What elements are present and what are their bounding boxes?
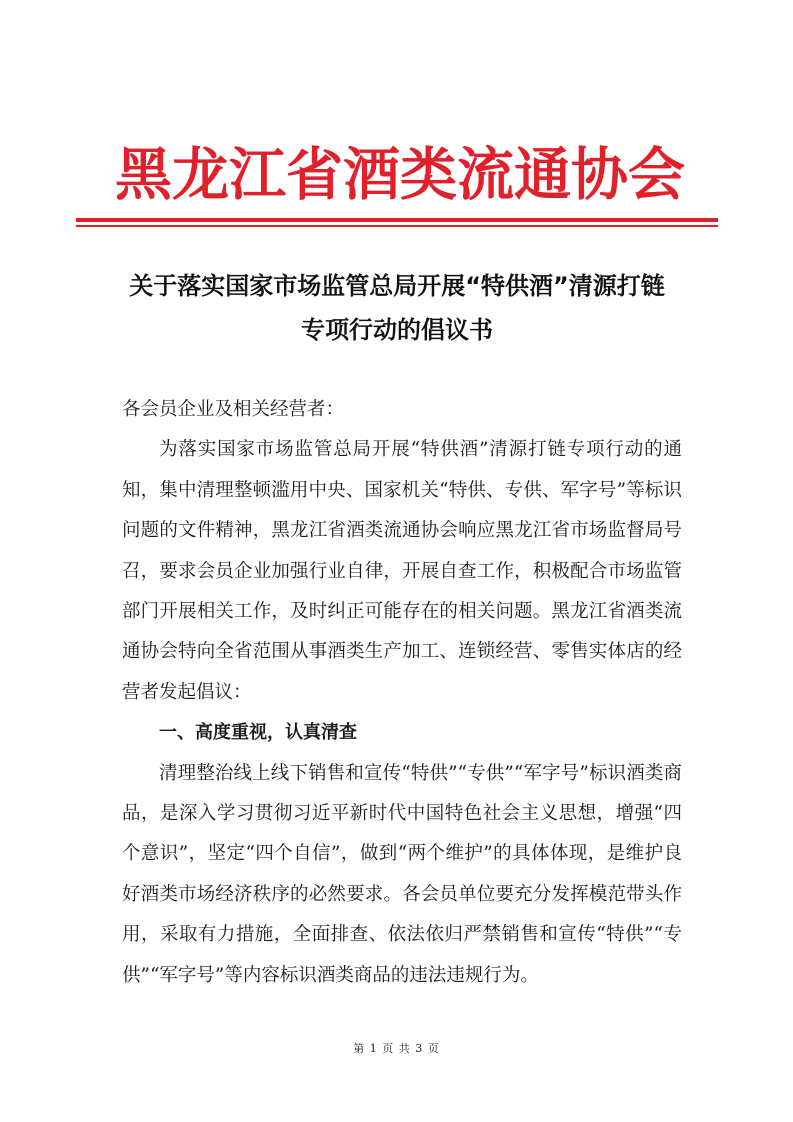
title-line-2: 专项行动的倡议书: [301, 316, 493, 344]
letterhead: [100, 128, 700, 212]
letterhead-rule-thin: [76, 225, 718, 227]
title-line-1: 关于落实国家市场监管总局开展“特供酒”清源打链: [129, 272, 665, 300]
page-number: 第 1 页 共 3 页: [353, 1042, 440, 1055]
document-body: [122, 390, 682, 996]
section-1-heading: 一、高度重视，认真清查: [159, 722, 357, 744]
section-1-paragraph: 清理整治线上线下销售和宣传“特供”“专供”“军字号”标识酒类商品，是深入学习贯彻习近平新时代中国特色社会主义思想，增强“四个意识”，坚定“四个自信”，做到“两个维护”的具体体现，是维护良好酒类市场经济秩序的必然要求。各会员单位要充分发挥模范带头作用，采取有力措施，全面排查、依法依归严禁销售和宣传“特供”“专供”“军字号”等内容标识酒类商品的违法违规行为。: [122, 762, 682, 986]
document-title: [76, 264, 718, 352]
organization-name: 黑龙江省酒类流通协会: [115, 141, 685, 208]
salutation: 各会员企业及相关经营者：: [122, 399, 345, 420]
letterhead-rule-thick: [76, 218, 718, 222]
intro-paragraph: 为落实国家市场监管总局开展“特供酒”清源打链专项行动的通知，集中清理整顿滥用中央、国家机关“特供、专供、军字号”等标识问题的文件精神，黑龙江省酒类流通协会响应黑龙江省市场监督局号召，要求会员企业加强行业自律，开展自查工作，积极配合市场监管部门开展相关工作，及时纠正可能存在的相关问题。黑龙江省酒类流通协会特向全省范围从事酒类生产加工、连锁经营、零售实体店的经营者发起倡议：: [122, 439, 682, 703]
